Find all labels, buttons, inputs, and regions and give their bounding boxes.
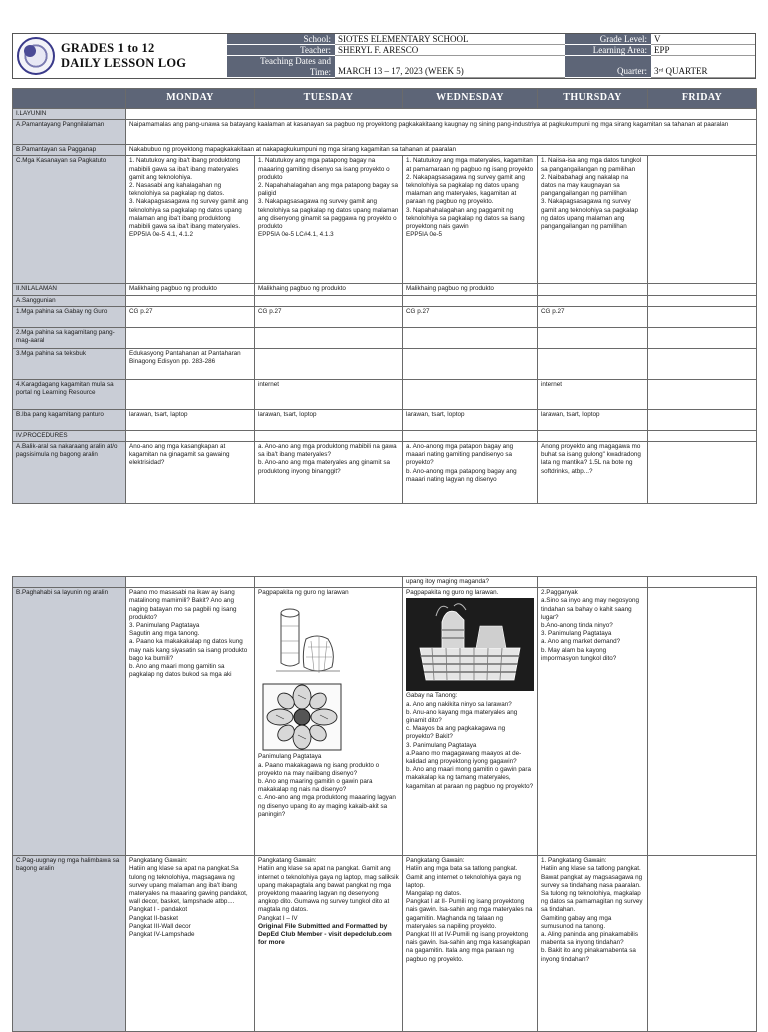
day-thursday: THURSDAY — [538, 89, 648, 109]
label-pag-uugnay: C.Pag-uugnay ng mga halimbawa sa bagong aralin — [13, 856, 126, 1032]
empty-cell — [648, 409, 757, 430]
logo-line-2: DAILY LESSON LOG — [61, 56, 187, 70]
pag-uugnay-tuesday — [255, 856, 403, 1032]
label-balik-aral: A.Balik-aral sa nakaraang aralin at/o pagsisimula ng bagong aralin — [13, 442, 126, 504]
empty-cell — [648, 856, 757, 1032]
paghahabi-thursday: 2.Pagganyak a.Sino sa inyo ang may negosyong tindahan sa bahay o kahit saang lugar? b.Ano-anong tinda ninyo? 3. Panimulang Pagtataya a. Ano ang market demand? b. May alam ba kayong impormasyon tungkol dito? — [538, 588, 648, 856]
empty-cell — [538, 295, 648, 306]
empty-cell — [403, 379, 538, 409]
empty-cell — [648, 442, 757, 504]
empty-cell — [538, 430, 648, 441]
empty-cell — [538, 577, 648, 588]
empty-cell — [648, 577, 757, 588]
day-friday: FRIDAY — [648, 89, 757, 109]
empty-cell — [648, 327, 757, 348]
empty-cell — [126, 379, 255, 409]
empty-cell — [255, 327, 403, 348]
label-pagganap: B.Pamantayan sa Pagganap — [13, 145, 126, 156]
label-gabay: 1.Mga pahina sa Gabay ng Guro — [13, 306, 126, 327]
pagganap-text: Nakabubuo ng proyektong mapagkakakitaan at nakapagkukumpuni ng mga sirang kagamitan sa tahanan at paaralan — [126, 145, 757, 156]
dll-header — [12, 33, 756, 79]
empty-cell — [126, 109, 757, 120]
day-monday: MONDAY — [126, 89, 255, 109]
empty-cell — [255, 430, 403, 441]
empty-cell — [403, 348, 538, 379]
paghahabi-tuesday — [255, 588, 403, 856]
label-iba: B.Iba pang kagamitang panturo — [13, 409, 126, 430]
basket-photo-icon — [406, 598, 534, 691]
empty-cell — [126, 327, 255, 348]
kasanayan-monday: 1. Natutukoy ang iba't ibang produktong mabibili gawa sa iba't ibang materyales gamit ang teknolohiya. 2. Nasasabi ang kahalagahan ng teknolohiya sa pagkalap ng datos. 3. Nakapagsasagawa ng survey gamit ang teknolohiya sa pagkalap ng datos upang malaman ang iba't ibang produktong mabibili gawa sa iba't ibang materyales. EPP5IA 0e-5 4.1, 4.1.2 — [126, 156, 255, 284]
label-kasanayan: C.Mga Kasanayan sa Pagkatuto — [13, 156, 126, 284]
section-nilalaman: II.NILALAMAN — [13, 284, 126, 295]
continued-wednesday: upang itoy maging maganda? — [403, 577, 538, 588]
school-label: School: — [227, 34, 335, 45]
logo-line-1: GRADES 1 to 12 — [61, 41, 155, 55]
karagdagang-tuesday: internet — [255, 379, 403, 409]
area-value: EPP — [651, 45, 755, 56]
empty-cell — [538, 348, 648, 379]
lesson-table-page1 — [12, 88, 757, 504]
empty-cell — [13, 577, 126, 588]
gabay-wednesday: CG p.27 — [403, 306, 538, 327]
gabay-monday: CG p.27 — [126, 306, 255, 327]
paghahabi-tuesday-bottom: Panimulang Pagtataya a. Paano makakagawa ng isang produkto o proyekto na may naiibang disenyo? b. Ano ang maaring gamitin o gawin para makakalap ng nais na disenyo? c. Ano-ano ang mga produktong maaaring lagyan ng disenyo upang ito ay maging kakaib-akit sa paningin? — [258, 753, 396, 818]
empty-cell — [403, 295, 538, 306]
grade-label: Grade Level: — [565, 34, 651, 45]
grade-value: V — [651, 34, 755, 45]
empty-cell — [648, 284, 757, 295]
teacher-label: Teacher: — [227, 45, 335, 56]
nilalaman-monday: Malikhaing pagbuo ng produkto — [126, 284, 255, 295]
karagdagang-thursday: internet — [538, 379, 648, 409]
paghahabi-wednesday-bottom: Gabay na Tanong: a. Ano ang nakikita ninyo sa larawan? b. Anu-ano kayang mga materyales ang ginamit dito? c. Maayos ba ang pagkakagawa ng proyekto? Bakit? 3. Panimulang Pagtataya a.Paano mo magagawang maayos at de-kalidad ang proyektong iyong gagawin? b. Ano ang maari mong gamitin o gawin para makakalap ka ng tamang materyales, kagamitan at paraan ng pagbuo ng proyekto? — [406, 692, 534, 790]
pamantayang-text: Naipamamalas ang pang-unawa sa batayang kaalaman at kasanayan sa pagbuo ng proyektong pagkakakitaang kaugnay ng sining pang-industriya at pagkukumpuni ng mga sirang kagamitan sa tahanan at paaralan — [126, 120, 757, 145]
paghahabi-wednesday-top: Pagpapakita ng guro ng larawan. — [406, 589, 499, 597]
day-tuesday: TUESDAY — [255, 89, 403, 109]
kasanayan-thursday: 1. Naiisa-isa ang mga datos tungkol sa pangangailangan ng pamilihan 2. Naibabahagi ang nakalap na datos na may kaugnayan sa pangangailangan ng pamilihan 3. Nakapagsasagawa ng survey gamit ang teknolohiya sa pagkalap ng datos upang malaman ang pangangailangan ng pamilihan — [538, 156, 648, 284]
seal-center-icon — [24, 45, 36, 57]
pag-uugnay-tuesday-text: Pangkatang Gawain: Hatiin ang klase sa apat na pangkat. Gamit ang internet o teknolohiya gaya ng laptop, mag saliksik upang makapagtala ang bawat pangkat ng mga proyektong maaaring lagyan ng desenyong angkop dito. Gumawa ng survey tungkol dito at magtala ng datos. Pangkat I – IV — [258, 857, 399, 922]
club-credit-note: Original File Submitted and Formatted by DepEd Club Member - visit depedclub.com for more — [258, 922, 392, 947]
area-label: Learning Area: — [565, 45, 651, 56]
teksbuk-monday: Edukasyong Pantahanan at Pantaharan Binagong Edisyon pp. 283-286 — [126, 348, 255, 379]
teacher-value: SHERYL F. ARESCO — [335, 45, 565, 56]
kasanayan-wednesday: 1. Natutukoy ang mga materyales, kagamitan at pamamaraan ng pagbuo ng isang proyekto 2. Nakapagsasagawa ng survey gamit ang teknolohiya sa pagkalap ng datos upang malaman ang materyales, kagamitan at paraan ng pagbuo ng proyekto. 3. Napahahalagahan ang paggamit ng teknolohiya sa pagkalap ng datos sa isang proyektong nais gawin EPP5IA 0e-5 — [403, 156, 538, 284]
empty-cell — [538, 284, 648, 295]
empty-cell — [126, 430, 255, 441]
gabay-tuesday: CG p.27 — [255, 306, 403, 327]
corner-cell — [13, 89, 126, 109]
section-layunin: I.LAYUNIN — [13, 109, 126, 120]
pag-uugnay-wednesday: Pangkatang Gawain: Hatiin ang mga bata sa tatlong pangkat. Gamit ang internet o teknolohiya gaya ng laptop. Mangalap ng datos. Pangkat I at II- Pumili ng isang proyektong nais gawin. Isa-sahin ang mga materyales na gagamitin. Maghanda ng talaan ng materyales sa napiling proyekto. Pangkat III at IV-Pumili ng isang proyektong nais gawin. Isa-sahin ang mga kasangkapan na gagamitin. Itala ang mga paraan ng pagbuo ng proyekto. — [403, 856, 538, 1032]
paghahabi-tuesday-top: Pagpapakita ng guro ng larawan — [258, 589, 349, 597]
empty-cell — [403, 430, 538, 441]
nilalaman-wednesday: Malikhaing pagbuo ng produkto — [403, 284, 538, 295]
empty-cell — [648, 588, 757, 856]
quarter-value: 3ʳᵈ QUARTER — [651, 56, 755, 78]
empty-cell — [255, 348, 403, 379]
kasanayan-tuesday: 1. Natutukoy ang mga patapong bagay na maaaring gamiting disenyo sa isang proyekto o produkto 2. Napahahalagahan ang mga patapong bagay sa paligid 3. Nakapagsasagawa ng survey gamit ang teknolohiya sa pagkalap ng datos upang malaman ang disenyong ginamit sa paggawa ng proyekto o produkto EPP5IA 0e-5 LC#4.1, 4.1.3 — [255, 156, 403, 284]
paghahabi-wednesday — [403, 588, 538, 856]
dates-value: MARCH 13 – 17, 2023 (WEEK 5) — [335, 56, 565, 78]
nilalaman-tuesday: Malikhaing pagbuo ng produkto — [255, 284, 403, 295]
empty-cell — [126, 577, 255, 588]
section-procedures: IV.PROCEDURES — [13, 430, 126, 441]
kasanayan-friday — [648, 156, 757, 284]
label-karagdagang: 4.Karagdagang kagamitan mula sa portal ng Learning Resource — [13, 379, 126, 409]
iba-thursday: larawan, tsart, loptop — [538, 409, 648, 430]
logo-area — [13, 34, 227, 78]
balik-monday: Ano-ano ang mga kasangkapan at kagamitan na ginagamit sa gawaing elektrisidad? — [126, 442, 255, 504]
deped-seal-icon — [17, 37, 55, 75]
gabay-thursday: CG p.27 — [538, 306, 648, 327]
lesson-table-page2 — [12, 576, 757, 1032]
empty-cell — [648, 430, 757, 441]
quarter-label: Quarter: — [565, 56, 651, 78]
empty-cell — [126, 295, 255, 306]
empty-cell — [648, 306, 757, 327]
empty-cell — [255, 295, 403, 306]
day-wednesday: WEDNESDAY — [403, 89, 538, 109]
paghahabi-monday: Paano mo masasabi na ikaw ay isang matalinong mamimili? Bakit? Ano ang naging batayan mo sa pagbili ng isang produkto? 3. Panimulang Pagtataya Sagutin ang mga tanong. a. Paano ka makakakalap ng datos kung may nais kang siyasatin sa isang produkto bago ka bumili? b. Ano ang maari mong gamitin sa pagkalap ng datos bukod sa mga aki — [126, 588, 255, 856]
dates-label-line1: Teaching Dates and — [260, 56, 331, 66]
dates-label — [227, 56, 335, 78]
empty-cell — [648, 348, 757, 379]
balik-tuesday: a. Ano-ano ang mga produktong mabibili na gawa sa iba't ibang materyales? b. Ano-ano ang mga materyales ang ginamit sa produktong inyong binanggit? — [255, 442, 403, 504]
label-kagamitan: 2.Mga pahina sa kagamitang pang-mag-aaral — [13, 327, 126, 348]
balik-wednesday: a. Ano-anong mga patapon bagay ang maaari nating gamiting pandisenyo sa proyekto? b. Ano-anong mga patapong bagay ang maaari nating lagyan ng disenyo — [403, 442, 538, 504]
balik-thursday: Anong proyekto ang magagawa mo buhat sa isang gulong" kwadradong lata ng mantika? 1.5L na bote ng softdrinks, atbp...? — [538, 442, 648, 504]
label-teksbuk: 3.Mga pahina sa teksbuk — [13, 348, 126, 379]
pag-uugnay-thursday: 1. Pangkatang Gawain: Hatiin ang klase sa tatlong pangkat. Bawat pangkat ay magsasagawa ng survey sa tindahang nasa paaralan. Sa tulong ng teknolohiya, magkalap ng datos sa pamamagitan ng survey sa tindahan. Gamiting gabay ang mga sumusunod na tanong. a. Aling paninda ang pinakamabilis mabenta sa inyong tindahan? b. Bakit ito ang pinakamabenta sa inyong tindahan? — [538, 856, 648, 1032]
school-value: SIOTES ELEMENTARY SCHOOL — [335, 34, 565, 45]
vase-illustration-icon — [266, 601, 346, 681]
iba-wednesday: larawan, tsart, loptop — [403, 409, 538, 430]
empty-cell — [538, 327, 648, 348]
label-pamantayang: A.Pamantayang Pangnilalaman — [13, 120, 126, 145]
label-paghahabi: B.Paghahabi sa layunin ng aralin — [13, 588, 126, 856]
pag-uugnay-monday: Pangkatang Gawain: Hatiin ang klase sa apat na pangkat.Sa tulong ng teknolohiya, magsagawa ng survey upang malaman ang iba't ibang materyales na maaaring gawing pandakot, wall decor, basket, lampshade atbp.... Pangkat I - pandakot Pangkat II-basket Pangkat III-Wall decor Pangkat IV-Lampshade — [126, 856, 255, 1032]
empty-cell — [403, 327, 538, 348]
label-sanggunian: A.Sanggunian — [13, 295, 126, 306]
flower-illustration-icon — [262, 683, 342, 751]
iba-tuesday: larawan, tsart, loptop — [255, 409, 403, 430]
iba-monday: larawan, tsart, laptop — [126, 409, 255, 430]
empty-cell — [255, 577, 403, 588]
dates-label-line2: Time: — [309, 67, 331, 77]
empty-cell — [648, 379, 757, 409]
empty-cell — [648, 295, 757, 306]
